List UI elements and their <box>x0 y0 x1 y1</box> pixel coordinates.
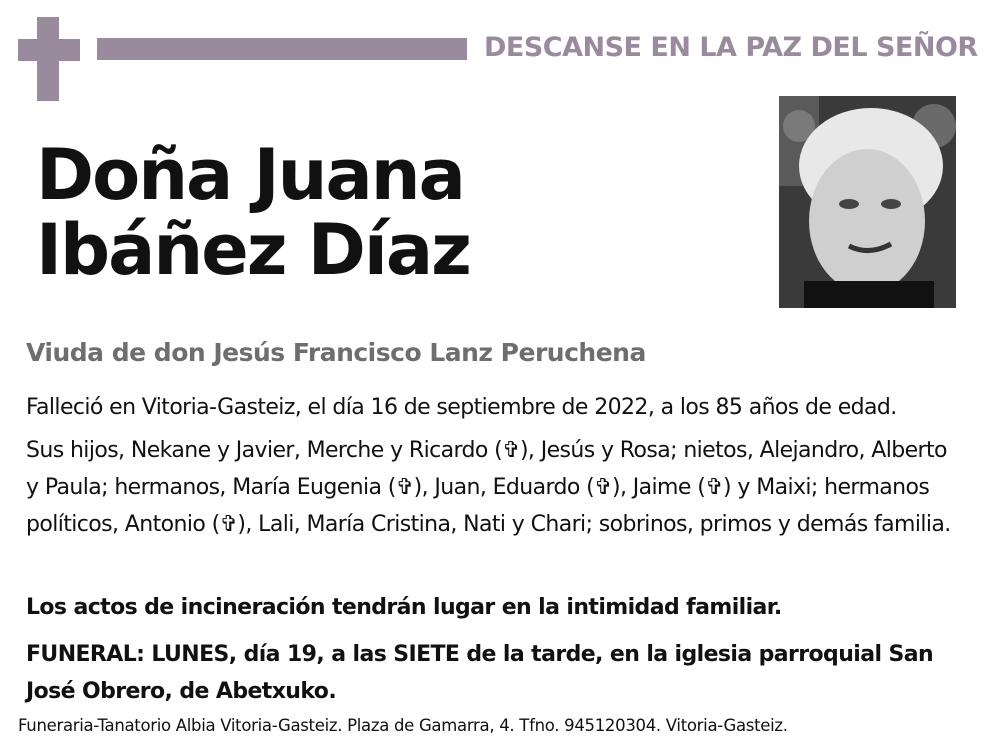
death-notice: Falleció en Vitoria-Gasteiz, el día 16 de septiembre de 2022, a los 85 años de edad. <box>26 395 897 420</box>
funeral-home-footer: Funeraria-Tanatorio Albia Vitoria-Gasteiz. Plaza de Gamarra, 4. Tfno. 945120304. Vitoria-Gasteiz. <box>18 716 788 735</box>
cremation-notice: Los actos de incineración tendrán lugar en la intimidad familiar. <box>26 595 782 620</box>
deceased-name-line2: Ibáñez Díaz <box>36 209 470 291</box>
funeral-notice: FUNERAL: LUNES, día 19, a las SIETE de la tarde, en la iglesia parroquial San José Obrero, de Abetxuko. <box>26 642 934 704</box>
portrait-photo <box>779 96 956 308</box>
deceased-name-line1: Doña Juana <box>36 134 464 216</box>
widow-of: Viuda de don Jesús Francisco Lanz Peruchena <box>26 338 646 367</box>
family-list: Sus hijos, Nekane y Javier, Merche y Ricardo (✞), Jesús y Rosa; nietos, Alejandro, Alberto y Paula; hermanos, María Eugenia (✞), Juan, Eduardo (✞), Jaime (✞) y Maixi; hermanos políticos, Antonio (✞), Lali, María Cristina, Nati y Chari; sobrinos, primos y demás familia. <box>26 438 951 537</box>
header-divider <box>97 38 467 60</box>
header-title: DESCANSE EN LA PAZ DEL SEÑOR <box>484 32 978 63</box>
